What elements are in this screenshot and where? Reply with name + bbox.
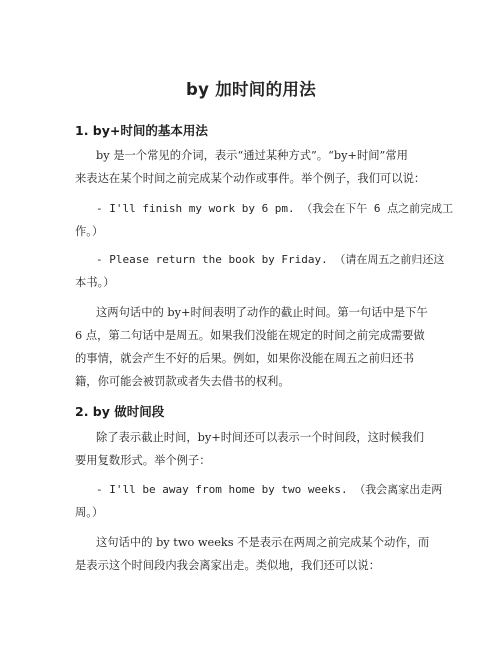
example-continuation: 本书。）: [75, 276, 115, 289]
example-line: - I'll finish my work by 6 pm. （我会在下午 6 点之前完成工: [96, 202, 454, 215]
example-line: - Please return the book by Friday. （请在周五之前归还这: [96, 253, 445, 266]
paragraph-line: 除了表示截止时间，by+时间还可以表示一个时间段，这时候我们: [96, 431, 425, 444]
example-continuation: 作。）: [75, 225, 104, 238]
section-1-heading: 1. by+时间的基本用法: [75, 123, 208, 138]
section-2-heading: 2. by 做时间段: [75, 404, 165, 419]
paragraph-line: 是表示这个时间段内我会离家出走。类似地，我们还可以说：: [75, 559, 381, 572]
paragraph-line: 籍，你可能会被罚款或者失去借书的权利。: [75, 375, 290, 388]
paragraph-line: by 是一个常见的介词，表示“通过某种方式”。“by+时间”常用: [96, 149, 408, 162]
example-line: - I'll be away from home by two weeks. （我会离家出走两: [96, 483, 443, 496]
example-sentence: [96, 252, 444, 267]
example-sentence: [96, 201, 453, 216]
example-sentence: [96, 482, 442, 497]
paragraph-line: 这两句话中的 by+时间表明了动作的截止时间。第一句话中是下午: [96, 306, 428, 319]
paragraph-line: 这句话中的 by two weeks 不是表示在两周之前完成某个动作，而: [96, 536, 430, 549]
paragraph-line: 要用复数形式。举个例子：: [75, 454, 211, 467]
document-title: by 加时间的用法: [185, 80, 316, 99]
example-continuation: 周。）: [75, 506, 104, 519]
paragraph-line: 来表达在某个时间之前完成某个动作或事件。举个例子，我们可以说：: [75, 172, 426, 185]
paragraph-line: 的事情，就会产生不好的后果。例如，如果你没能在周五之前归还书: [75, 352, 414, 365]
paragraph-line: 6 点，第二句话中是周五。如果我们没能在规定的时间之前完成需要做: [75, 329, 425, 342]
